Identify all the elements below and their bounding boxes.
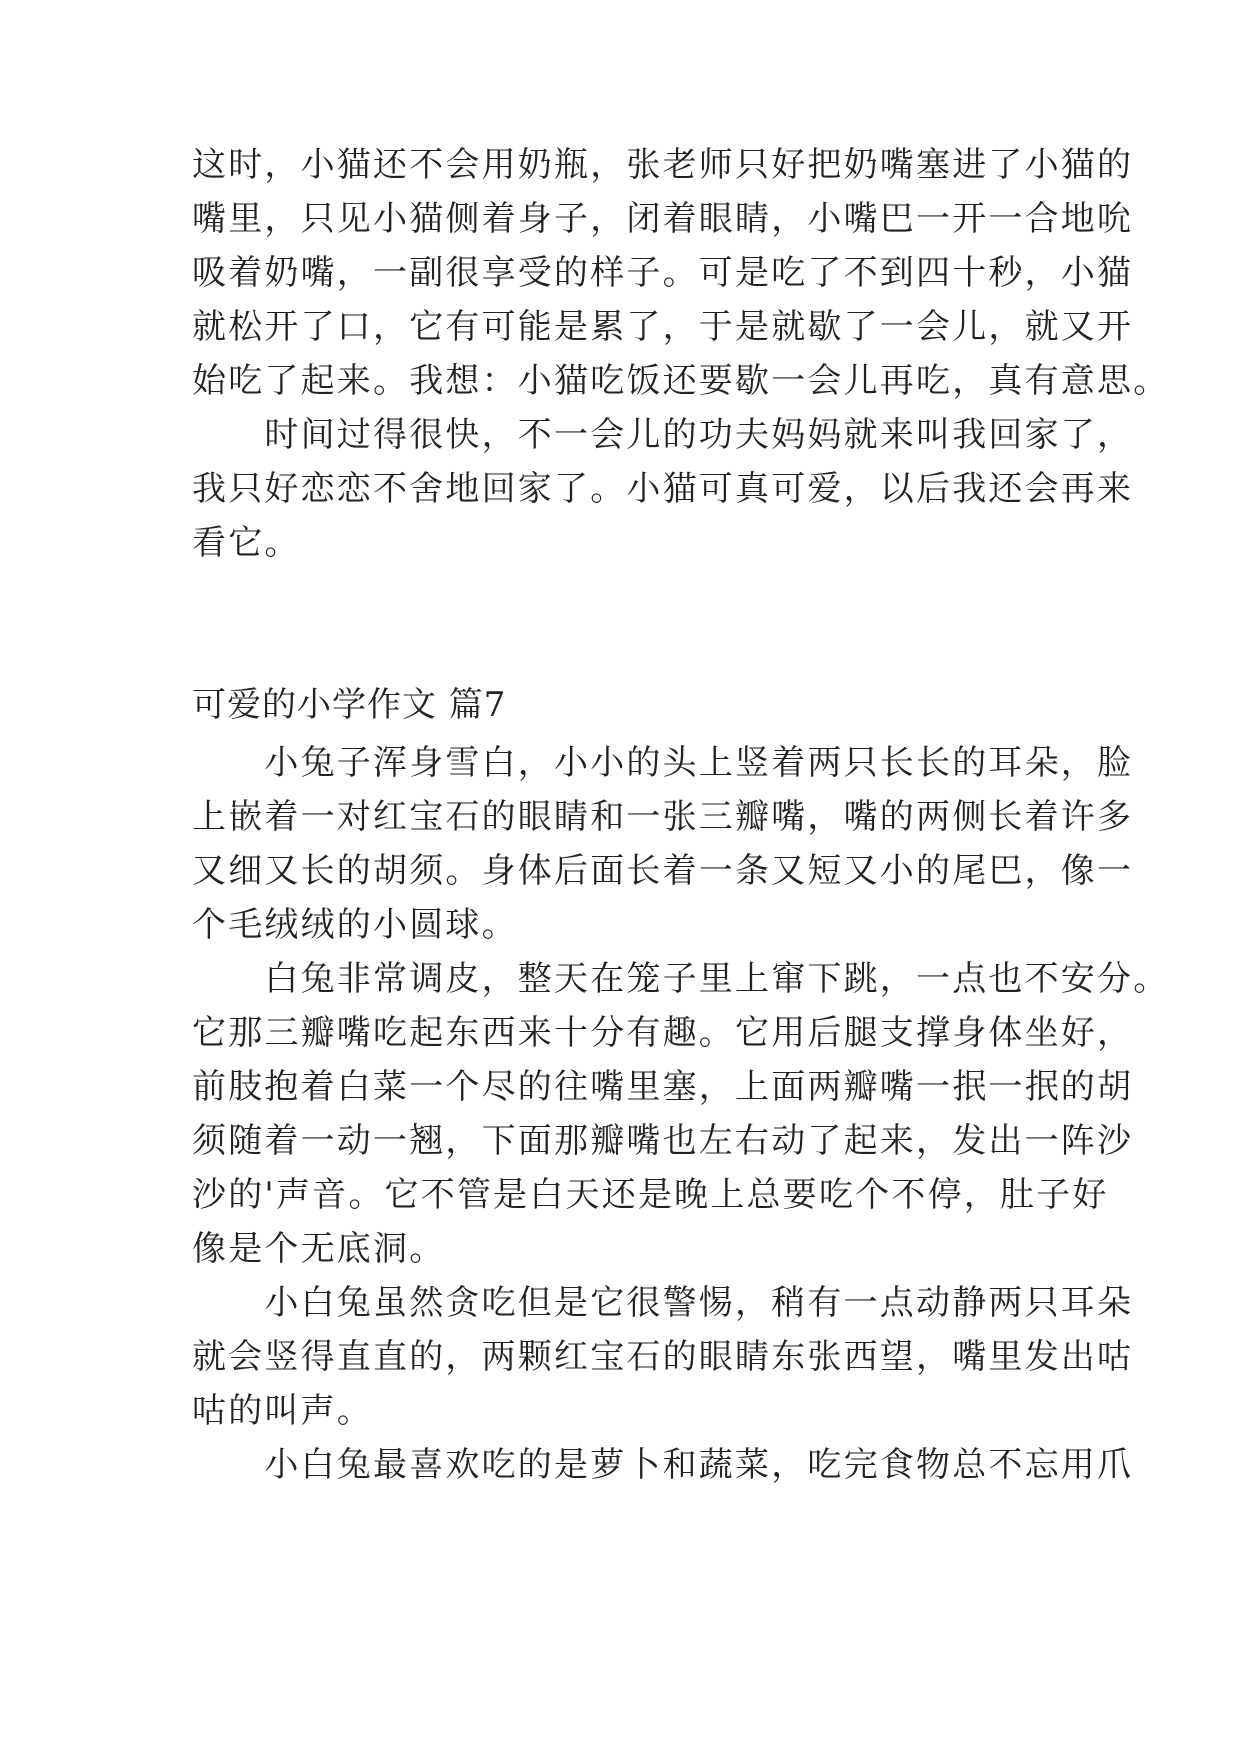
text-line: 我只好恋恋不舍地回家了。小猫可真可爱，以后我还会再来 [192,469,1134,509]
text-line: 小白兔虽然贪吃但是它很警惕，稍有一点动静两只耳朵 [192,1283,1134,1323]
text-line: 又细又长的胡须。身体后面长着一条又短又小的尾巴，像一 [192,851,1134,891]
text-line: 就松开了口，它有可能是累了，于是就歇了一会儿，就又开 [192,307,1134,347]
text-line: 咕的叫声。 [192,1391,373,1431]
text-line: 前肢抱着白菜一个尽的往嘴里塞，上面两瓣嘴一抿一抿的胡 [192,1067,1134,1107]
section-heading: 可爱的小学作文 篇7 [192,685,507,725]
text-line: 须随着一动一翘，下面那瓣嘴也左右动了起来，发出一阵沙 [192,1121,1134,1161]
text-line: 吸着奶嘴，一副很享受的样子。可是吃了不到四十秒，小猫 [192,253,1134,293]
text-line: 它那三瓣嘴吃起东西来十分有趣。它用后腿支撑身体坐好， [192,1013,1134,1053]
text-line: 看它。 [192,523,301,563]
text-line: 像是个无底洞。 [192,1229,446,1269]
text-line: 小兔子浑身雪白，小小的头上竖着两只长长的耳朵，脸 [192,743,1134,783]
text-line: 白兔非常调皮，整天在笼子里上窜下跳，一点也不安分。 [192,959,1170,999]
text-line: 嘴里，只见小猫侧着身子，闭着眼睛，小嘴巴一开一合地吮 [192,199,1134,239]
text-line: 时间过得很快，不一会儿的功夫妈妈就来叫我回家了， [192,415,1134,455]
text-line: 这时，小猫还不会用奶瓶，张老师只好把奶嘴塞进了小猫的 [192,145,1134,185]
text-line: 上嵌着一对红宝石的眼睛和一张三瓣嘴，嘴的两侧长着许多 [192,797,1134,837]
text-line: 个毛绒绒的小圆球。 [192,905,518,945]
text-line: 小白兔最喜欢吃的是萝卜和蔬菜，吃完食物总不忘用爪 [192,1445,1134,1485]
text-line: 就会竖得直直的，两颗红宝石的眼睛东张西望，嘴里发出咕 [192,1337,1134,1377]
text-line: 沙的'声音。它不管是白天还是晚上总要吃个不停，肚子好 [192,1175,1109,1215]
text-line: 始吃了起来。我想：小猫吃饭还要歇一会儿再吃，真有意思。 [192,361,1170,401]
